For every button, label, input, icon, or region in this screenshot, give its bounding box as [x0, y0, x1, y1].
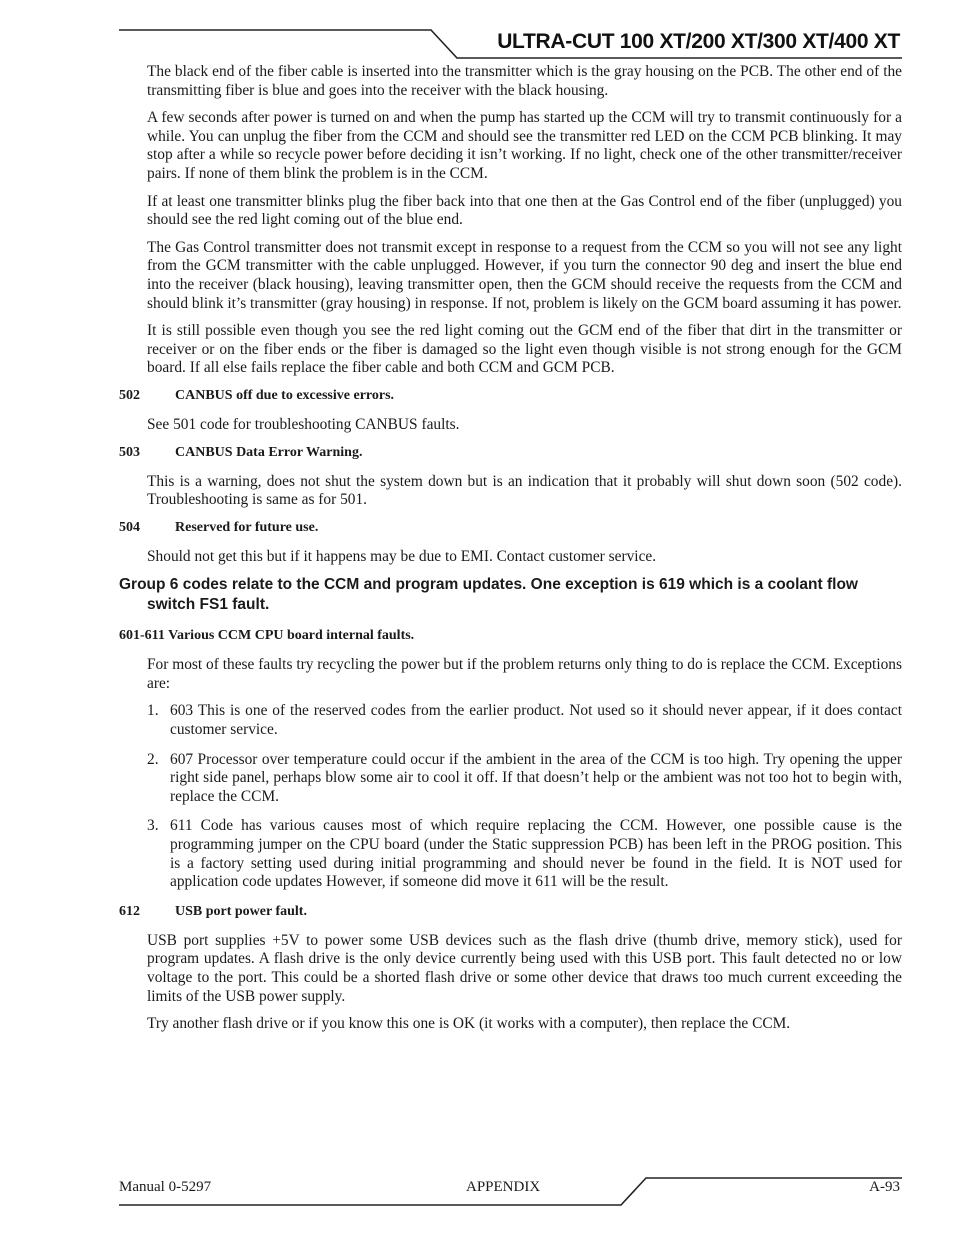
code-number: 612 [119, 903, 140, 919]
list-number: 3. [147, 817, 159, 835]
paragraph: For most of these faults try recycling the power but if the problem returns only thing to do is replace the CCM. Exceptions are: [147, 656, 902, 692]
code-title: Various CCM CPU board internal faults. [168, 628, 415, 644]
code-title: CANBUS off due to excessive errors. [175, 387, 395, 403]
code-title: Reserved for future use. [175, 519, 319, 535]
paragraph: If at least one transmitter blinks plug the fiber back into that one then at the Gas Control end of the fiber (unplugged) you should see the red light coming out of the blue end. [147, 192, 902, 229]
paragraph: See 501 code for troubleshooting CANBUS faults. [147, 415, 460, 433]
code-heading-502 [119, 387, 902, 405]
paragraph: It is still possible even though you see the red light coming out the GCM end of the fiber that dirt in the transmitter or receiver or on the fiber ends or the fiber is damaged so the light even though visible is not strong enough for the GCM board. If all else fails replace the fiber cable and both CCM and GCM PCB. [147, 322, 902, 377]
code-number: 601-611 [119, 628, 165, 644]
page-body [119, 63, 902, 1043]
footer-manual-number: Manual 0-5297 [119, 1179, 212, 1195]
group-6-heading: Group 6 codes relate to the CCM and program updates. One exception is 619 which is a coolant flow switch FS1 fault. [119, 576, 858, 614]
code-title: CANBUS Data Error Warning. [175, 444, 363, 460]
paragraph: Should not get this but if it happens may be due to EMI. Contact customer service. [147, 547, 657, 565]
list-item [147, 702, 902, 739]
code-number: 504 [119, 519, 140, 535]
code-heading-503 [119, 444, 902, 462]
paragraph: The black end of the fiber cable is inserted into the transmitter which is the gray housing on the PCB. The other end of the transmitting fiber is blue and goes into the receiver with the black housing. [147, 63, 902, 99]
list-number: 2. [147, 750, 159, 768]
code-title: USB port power fault. [175, 903, 307, 919]
paragraph: USB port supplies +5V to power some USB devices such as the flash drive (thumb drive, memory stick), used for program updates. A flash drive is the only device currently being used with this USB port. This fault detected no or low voltage to the port. This could be a shorted flash drive or some other device that draws too much current exceeding the limits of the USB power supply. [147, 931, 902, 1005]
paragraph: Try another flash drive or if you know this one is OK (it works with a computer), then replace the CCM. [147, 1015, 791, 1033]
code-heading-601-611 [119, 627, 902, 645]
footer-section: APPENDIX [466, 1179, 541, 1195]
list-item [147, 817, 902, 891]
code-heading-504 [119, 519, 902, 537]
list-number: 1. [147, 702, 159, 720]
list-text: 611 Code has various causes most of which require replacing the CCM. However, one possible cause is the programming jumper on the CPU board (under the Static suppression PCB) has been left in the PROG position. This is a factory setting used during initial programming and should never be found in the field. It is NOT used for application code updates However, if someone did move it 611 will be the result. [170, 817, 902, 891]
footer-page-number: A-93 [869, 1179, 900, 1195]
list-item [147, 751, 902, 807]
document-title: ULTRA-CUT 100 XT/200 XT/300 XT/400 XT [497, 30, 900, 53]
code-heading-612 [119, 903, 902, 921]
code-number: 502 [119, 387, 140, 403]
list-text: 603 This is one of the reserved codes from the earlier product. Not used so it should never appear, if it does contact customer service. [170, 702, 902, 739]
code-number: 503 [119, 444, 140, 460]
paragraph: This is a warning, does not shut the system down but is an indication that it probably will shut down soon (502 code). Troubleshooting is same as for 501. [147, 472, 902, 509]
paragraph: A few seconds after power is turned on and when the pump has started up the CCM will try to transmit continuously for a while. You can unplug the fiber from the CCM and should see the transmitter red LED on the CCM PCB blinking. It may stop after a while so recycle power before deciding it isn’t working. If no light, check one of the other transmitter/receiver pairs. If none of them blink the problem is in the CCM. [147, 109, 902, 182]
list-text: 607 Processor over temperature could occur if the ambient in the area of the CCM is too high. Try opening the upper right side panel, perhaps blow some air to cool it off. If that doesn’t help or the ambient was not too hot to begin with, replace the CCM. [170, 750, 902, 805]
paragraph: The Gas Control transmitter does not transmit except in response to a request from the CCM so you will not see any light from the GCM transmitter with the cable unplugged. However, if you turn the connector 90 deg and insert the blue end into the receiver (black housing), leaving transmitter open, then the GCM should receive the requests from the CCM and should blink it’s transmitter (gray housing) in response. If not, problem is likely on the GCM board assuming it has power. [147, 238, 902, 312]
